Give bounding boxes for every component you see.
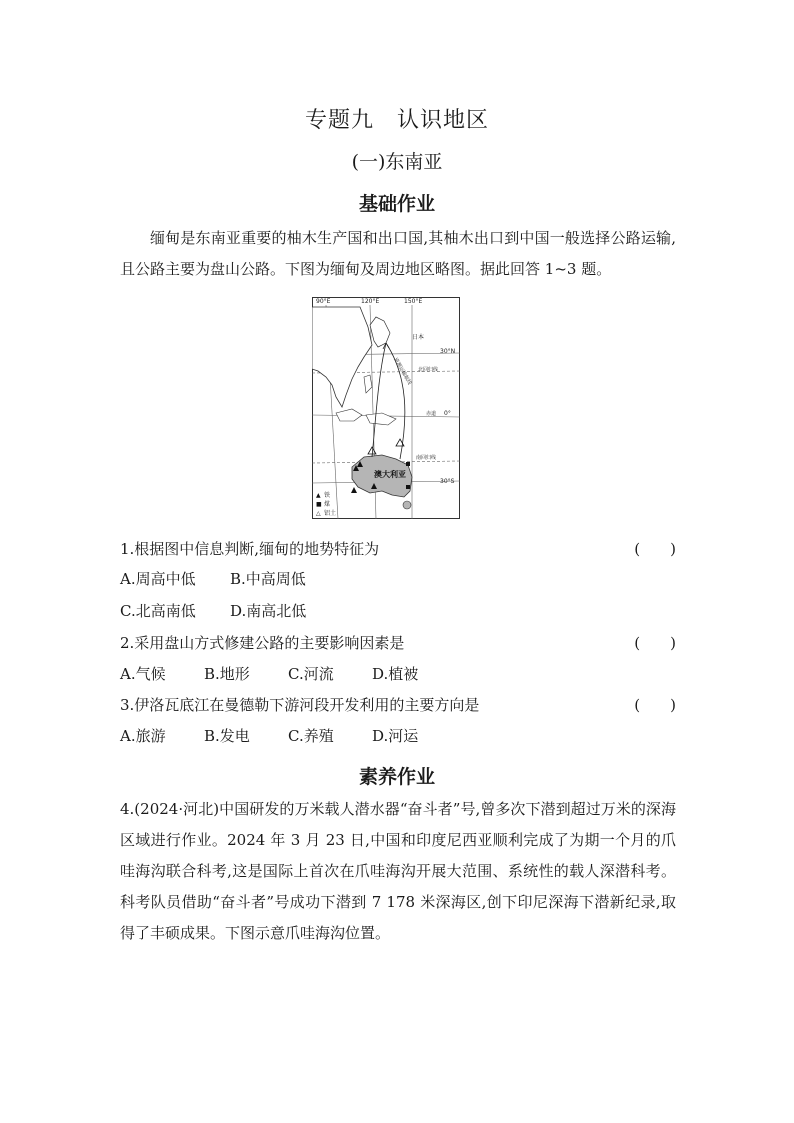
japan-label: 日本 [412, 334, 425, 341]
question-2-options-row [120, 663, 418, 685]
lat-label-30s: 30°S [440, 478, 455, 485]
question-2 [120, 632, 676, 654]
option-1c[interactable]: C.北高南低 [120, 602, 196, 620]
question-3-options-row [120, 725, 418, 747]
section-heading-literacy: 素养作业 [358, 766, 435, 788]
option-3d[interactable]: D.河运 [372, 727, 419, 745]
option-3a[interactable]: A.旅游 [120, 727, 166, 745]
tropic-capricorn-label: 南回归线 [416, 455, 437, 461]
option-2a[interactable]: A.气候 [120, 665, 166, 683]
option-2b[interactable]: B.地形 [204, 665, 250, 683]
legend-bauxite-symbol: △ [316, 510, 321, 517]
legend-iron-label: 铁 [324, 492, 331, 499]
option-2c[interactable]: C.河流 [288, 665, 334, 683]
question-3 [120, 694, 676, 716]
question-3-text: 3.伊洛瓦底江在曼德勒下游河段开发利用的主要方向是 [120, 696, 480, 714]
option-3c[interactable]: C.养殖 [288, 727, 334, 745]
question-1-options-row-2 [120, 600, 306, 622]
section-heading-basic: 基础作业 [358, 193, 435, 215]
legend-bauxite-label: 铝土 [324, 510, 337, 517]
page-subtitle: (一)东南亚 [351, 151, 443, 173]
option-1b[interactable]: B.中高周低 [230, 570, 306, 588]
question-1 [120, 538, 676, 560]
question-4-paragraph: 4.(2024·河北)中国研发的万米载人潜水器“奋斗者”号,曾多次下潜到超过万米的深海区域进行作业。2024 年 3 月 23 日,中国和印度尼西亚顺利完成了为期一个月的爪哇海沟联合科考,这是国际上首次在爪哇海沟开展大范围、系统性的载人深潜科考。科考队员借助“奋斗者”号成功下潜到 7 178 米深海区,创下印尼深海下潜新纪录,取得了丰硕成果。下图示意爪哇海沟位置。 [120, 800, 676, 942]
lon-label-150e: 150°E [404, 298, 423, 305]
option-1d[interactable]: D.南高北低 [230, 602, 307, 620]
equator-label: 赤道 [426, 411, 437, 417]
lat-label-30n: 30°N [440, 348, 456, 355]
lon-label-90e: 90°E [316, 298, 331, 305]
lat-label-equator: 0° [444, 410, 451, 417]
question-1-answer-blank[interactable]: ( ) [634, 540, 676, 558]
option-1a[interactable]: A.周高中低 [120, 570, 196, 588]
route-label: 资源运输航线 [392, 357, 413, 386]
tropic-cancer-label: 北回归线 [418, 367, 439, 373]
question-3-answer-blank[interactable]: ( ) [634, 696, 676, 714]
tasmania-island [403, 501, 411, 509]
page-title: 专题九 认识地区 [304, 108, 489, 133]
question-2-text: 2.采用盘山方式修建公路的主要影响因素是 [120, 634, 405, 652]
map-figure [312, 297, 460, 519]
lon-label-120e: 120°E [361, 298, 380, 305]
coal-marker [406, 485, 410, 489]
question-1-options-row-1 [120, 568, 306, 590]
legend-coal-symbol: ■ [316, 501, 322, 508]
legend-iron-symbol: ▲ [316, 492, 321, 499]
option-3b[interactable]: B.发电 [204, 727, 250, 745]
option-2d[interactable]: D.植被 [372, 665, 419, 683]
coal-marker [406, 462, 410, 466]
australia-label: 澳大利亚 [374, 470, 406, 479]
intro-paragraph: 缅甸是东南亚重要的柚木生产国和出口国,其柚木出口到中国一般选择公路运输,且公路主要为盘山公路。下图为缅甸及周边地区略图。据此回答 1~3 题。 [120, 229, 676, 278]
question-1-text: 1.根据图中信息判断,缅甸的地势特征为 [120, 540, 380, 558]
legend-coal-label: 煤 [324, 501, 331, 508]
question-2-answer-blank[interactable]: ( ) [634, 634, 676, 652]
